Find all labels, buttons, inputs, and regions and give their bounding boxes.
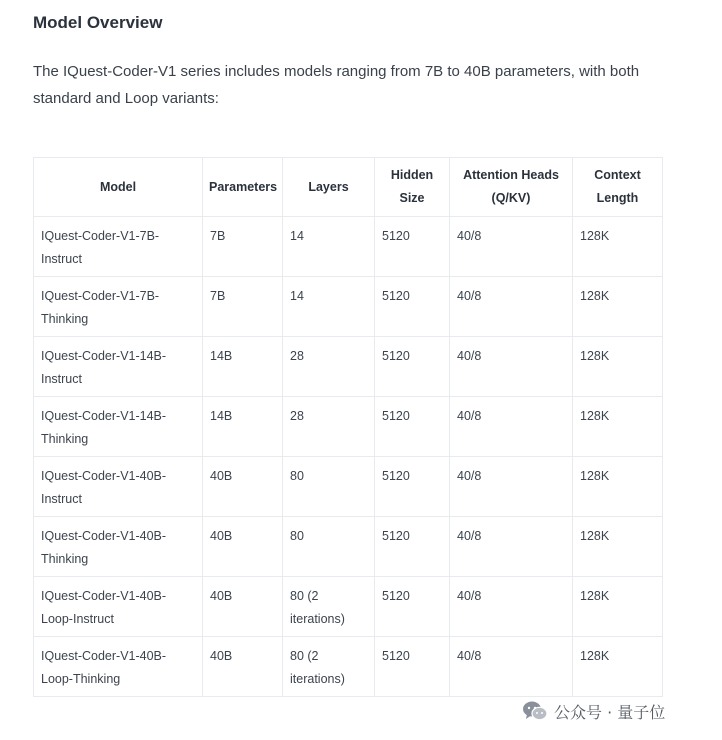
cell-layers: 80 [283, 517, 375, 577]
cell-context-length: 128K [573, 577, 663, 637]
header-attention-heads: Attention Heads (Q/KV) [450, 158, 573, 217]
table-row [34, 577, 663, 637]
cell-context-length: 128K [573, 397, 663, 457]
watermark-text: 公众号 · 量子位 [554, 702, 666, 722]
cell-layers: 28 [283, 397, 375, 457]
cell-context-length: 128K [573, 217, 663, 277]
table-row [34, 277, 663, 337]
cell-attention-heads: 40/8 [450, 337, 573, 397]
model-table [33, 157, 663, 697]
cell-parameters: 14B [203, 397, 283, 457]
table-row [34, 457, 663, 517]
cell-context-length: 128K [573, 337, 663, 397]
cell-model: IQuest-Coder-V1-40B-Instruct [34, 457, 203, 517]
header-model: Model [34, 158, 203, 217]
cell-parameters: 7B [203, 217, 283, 277]
intro-paragraph: The IQuest-Coder-V1 series includes models ranging from 7B to 40B parameters, with both standard and Loop variants: [33, 63, 640, 107]
cell-attention-heads: 40/8 [450, 217, 573, 277]
cell-parameters: 40B [203, 637, 283, 697]
table-row [34, 217, 663, 277]
cell-attention-heads: 40/8 [450, 397, 573, 457]
cell-layers: 28 [283, 337, 375, 397]
cell-parameters: 40B [203, 577, 283, 637]
cell-layers: 80 [283, 457, 375, 517]
cell-parameters: 40B [203, 457, 283, 517]
header-context-length: Context Length [573, 158, 663, 217]
cell-hidden-size: 5120 [375, 337, 450, 397]
cell-hidden-size: 5120 [375, 637, 450, 697]
table-row [34, 397, 663, 457]
header-layers: Layers [283, 158, 375, 217]
cell-context-length: 128K [573, 277, 663, 337]
cell-hidden-size: 5120 [375, 517, 450, 577]
cell-attention-heads: 40/8 [450, 457, 573, 517]
cell-model: IQuest-Coder-V1-14B-Thinking [34, 397, 203, 457]
cell-hidden-size: 5120 [375, 397, 450, 457]
watermark [522, 698, 665, 724]
table-row [34, 337, 663, 397]
cell-context-length: 128K [573, 637, 663, 697]
cell-model: IQuest-Coder-V1-14B-Instruct [34, 337, 203, 397]
cell-model: IQuest-Coder-V1-7B-Instruct [34, 217, 203, 277]
header-parameters: Parameters [203, 158, 283, 217]
cell-hidden-size: 5120 [375, 277, 450, 337]
cell-context-length: 128K [573, 457, 663, 517]
cell-hidden-size: 5120 [375, 577, 450, 637]
cell-model: IQuest-Coder-V1-40B-Thinking [34, 517, 203, 577]
cell-model: IQuest-Coder-V1-7B-Thinking [34, 277, 203, 337]
cell-layers: 14 [283, 277, 375, 337]
table-header-row [34, 158, 663, 217]
cell-parameters: 40B [203, 517, 283, 577]
cell-layers: 80 (2 iterations) [283, 577, 375, 637]
cell-hidden-size: 5120 [375, 457, 450, 517]
cell-layers: 80 (2 iterations) [283, 637, 375, 697]
cell-layers: 14 [283, 217, 375, 277]
cell-parameters: 7B [203, 277, 283, 337]
cell-parameters: 14B [203, 337, 283, 397]
section-title: Model Overview [33, 13, 163, 32]
cell-attention-heads: 40/8 [450, 517, 573, 577]
cell-context-length: 128K [573, 517, 663, 577]
cell-hidden-size: 5120 [375, 217, 450, 277]
wechat-icon [522, 700, 548, 722]
cell-model: IQuest-Coder-V1-40B-Loop-Instruct [34, 577, 203, 637]
cell-model: IQuest-Coder-V1-40B-Loop-Thinking [34, 637, 203, 697]
table-row [34, 637, 663, 697]
cell-attention-heads: 40/8 [450, 577, 573, 637]
cell-attention-heads: 40/8 [450, 637, 573, 697]
header-hidden-size: Hidden Size [375, 158, 450, 217]
cell-attention-heads: 40/8 [450, 277, 573, 337]
table-row [34, 517, 663, 577]
